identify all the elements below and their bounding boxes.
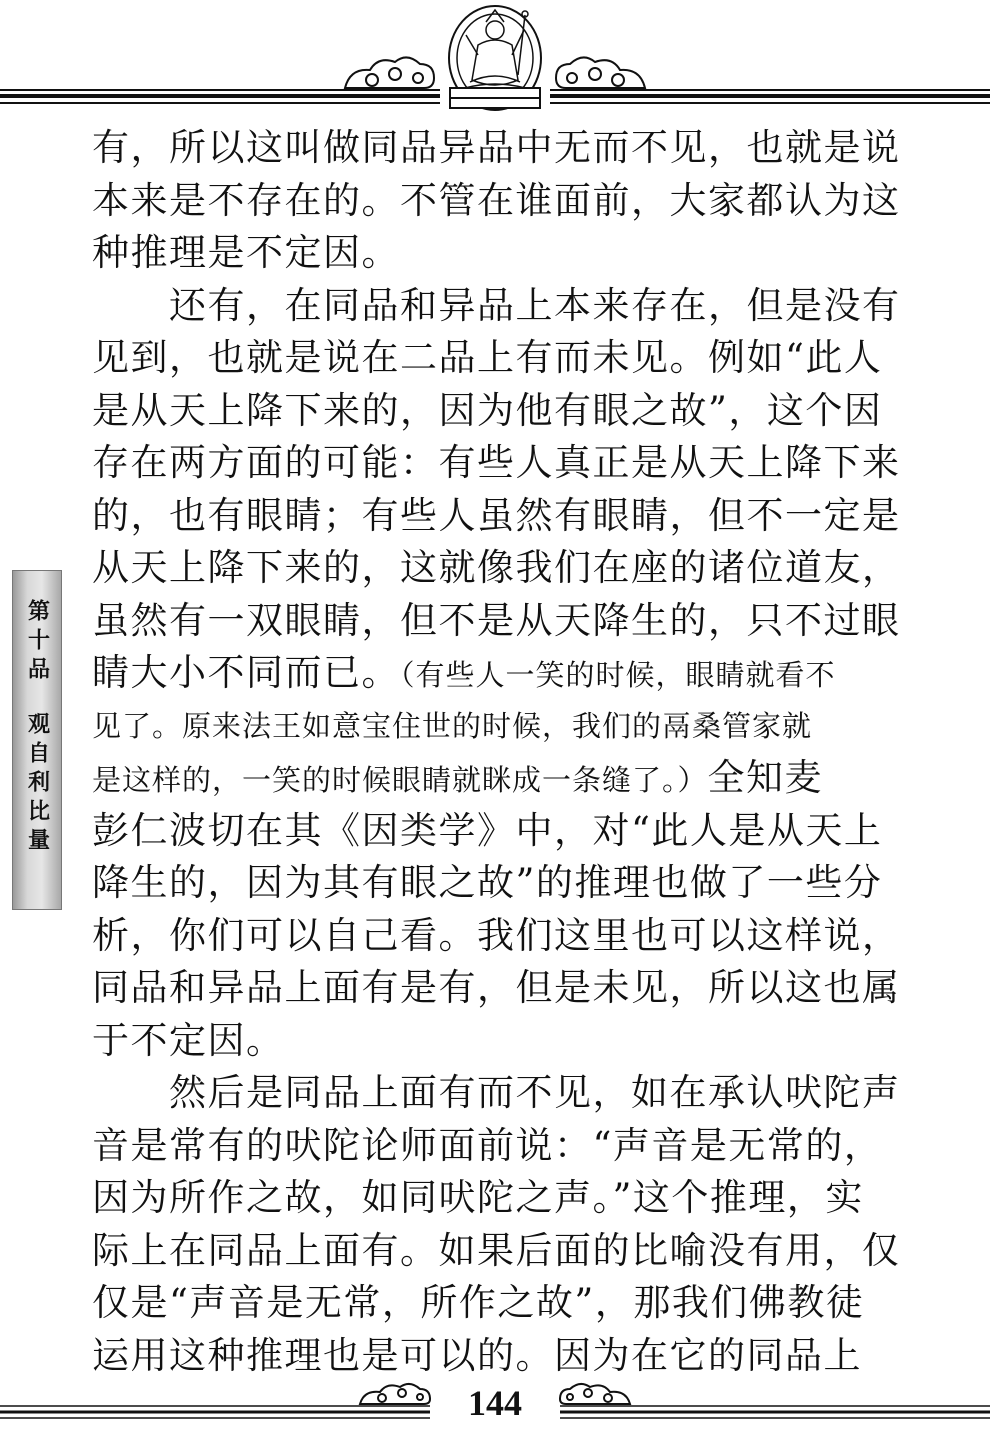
inline-note: （有些人一笑的时候，眼睛就看不 bbox=[400, 658, 836, 692]
text-line: 然后是同品上面有而不见，如在承认吠陀声 bbox=[92, 1071, 901, 1114]
chapter-side-tab bbox=[12, 570, 62, 910]
text-line bbox=[92, 752, 892, 805]
text-line: 还有，在同品和异品上本来存在，但是没有 bbox=[92, 283, 901, 327]
text-line: 运用这种推理也是可以的。因为在它的同品上 bbox=[92, 1333, 862, 1377]
inline-note-line: 见了。原来法王如意宝住世的时候，我们的鬲桑管家就 bbox=[92, 708, 813, 743]
text-line: 见到，也就是说在二品上有而未见。例如“此人 bbox=[92, 336, 883, 379]
text-line: 彭仁波切在其《因类学》中，对“此人是从天上 bbox=[92, 808, 883, 852]
text-line: 际上在同品上面有。如果后面的比喻没有用，仅 bbox=[92, 1228, 901, 1272]
text-line: 本来是不存在的。不管在谁面前，大家都认为这 bbox=[92, 178, 901, 222]
inline-note: 是这样的，一笑的时候眼睛就眯成一条缝了。） bbox=[92, 763, 708, 797]
padmasambhava-emblem-icon bbox=[0, 0, 990, 115]
page-number: 144 bbox=[468, 1383, 522, 1423]
text-line: 于不定因。 bbox=[92, 1018, 285, 1062]
text-main: 睛大小不同而已。 bbox=[92, 651, 400, 694]
text-line: 仅是“声音是无常，所作之故”，那我们佛教徒 bbox=[92, 1281, 865, 1324]
text-line bbox=[92, 647, 892, 700]
text-line: 虽然有一双眼睛，但不是从天降生的，只不过眼 bbox=[92, 598, 901, 642]
body-text bbox=[92, 122, 901, 1382]
text-line: 因为所作之故，如同吠陀之声。”这个推理，实 bbox=[92, 1176, 864, 1219]
text-line: 种推理是不定因。 bbox=[92, 231, 400, 274]
text-line: 存在两方面的可能：有些人真正是从天上降下来 bbox=[92, 441, 901, 484]
text-line: 同品和异品上面有是有，但是未见，所以这也属 bbox=[92, 966, 901, 1009]
header-ornament bbox=[0, 0, 990, 115]
text-main: 全知麦 bbox=[707, 756, 824, 799]
text-line: 析，你们可以自己看。我们这里也可以这样说， bbox=[92, 913, 901, 957]
text-line: 有，所以这叫做同品异品中无而不见，也就是说 bbox=[92, 126, 901, 169]
text-line: 降生的，因为其有眼之故”的推理也做了一些分 bbox=[92, 861, 883, 904]
chapter-title: 观自利比量 bbox=[24, 712, 50, 857]
text-line: 从天上降下来的，这就像我们在座的诸位道友， bbox=[92, 546, 901, 589]
text-line: 的，也有眼睛；有些人虽然有眼睛，但不一定是 bbox=[92, 493, 901, 537]
text-line: 是从天上降下来的，因为他有眼之故”，这个因 bbox=[92, 388, 883, 432]
text-line: 音是常有的吠陀论师面前说：“声音是无常的， bbox=[92, 1123, 883, 1167]
chapter-tab-text bbox=[13, 599, 61, 857]
chapter-number: 第十品 bbox=[24, 599, 50, 686]
